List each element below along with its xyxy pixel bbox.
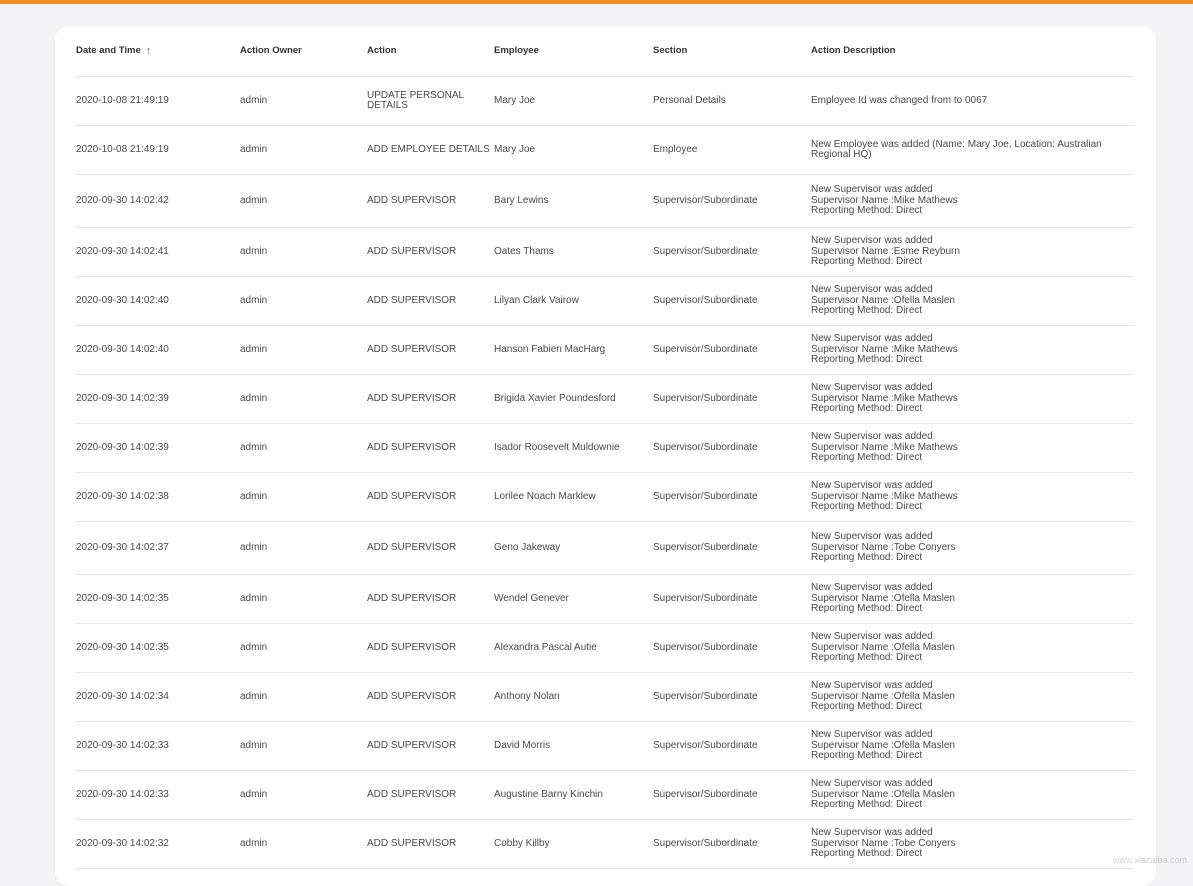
- column-header-section-label: Section: [653, 44, 688, 56]
- row-section-text: Supervisor/Subordinate: [653, 245, 758, 257]
- row-section-text: Employee: [653, 143, 698, 155]
- row-owner-text: admin: [240, 592, 268, 604]
- row-employee: [494, 473, 649, 521]
- row-section-text: Supervisor/Subordinate: [653, 641, 758, 653]
- row-owner: [240, 228, 360, 276]
- table-row[interactable]: [76, 77, 1134, 126]
- row-section: [653, 771, 803, 819]
- row-owner: [240, 820, 360, 868]
- row-description: [811, 326, 1131, 374]
- row-date-text: 2020-10-08 21:49:19: [76, 143, 169, 155]
- row-description: [811, 624, 1131, 672]
- row-description: [811, 673, 1131, 721]
- row-section-text: Supervisor/Subordinate: [653, 194, 758, 206]
- row-date: [76, 771, 236, 819]
- row-date-text: 2020-09-30 14:02:33: [76, 739, 169, 751]
- column-header-owner: [240, 26, 360, 76]
- row-description: [811, 175, 1131, 227]
- row-action-text: ADD SUPERVISOR: [367, 490, 457, 502]
- row-date-text: 2020-09-30 14:02:41: [76, 245, 169, 257]
- watermark-logo: [1057, 805, 1187, 865]
- row-section-text: Supervisor/Subordinate: [653, 739, 758, 751]
- row-employee-text: Brigida Xavier Poundesford: [494, 392, 616, 404]
- row-employee-text: Alexandra Pascal Autie: [494, 641, 597, 653]
- column-header-description: [811, 26, 1131, 76]
- column-header-date[interactable]: [76, 26, 236, 76]
- row-section: [653, 624, 803, 672]
- row-description-text: New Supervisor was added Supervisor Name :Ofella Maslen Reporting Method: Direct: [811, 582, 955, 615]
- row-action-text: ADD SUPERVISOR: [367, 739, 457, 751]
- row-owner: [240, 375, 360, 423]
- row-date-text: 2020-09-30 14:02:37: [76, 541, 169, 553]
- row-section: [653, 473, 803, 521]
- row-owner: [240, 175, 360, 227]
- table-row[interactable]: [76, 624, 1134, 673]
- row-date: [76, 326, 236, 374]
- row-action: [367, 126, 492, 174]
- row-description-text: New Supervisor was added Supervisor Name :Ofella Maslen Reporting Method: Direct: [811, 631, 955, 664]
- row-action: [367, 424, 492, 472]
- row-description-text: New Supervisor was added Supervisor Name :Mike Mathews Reporting Method: Direct: [811, 184, 958, 217]
- row-description-text: New Supervisor was added Supervisor Name :Mike Mathews Reporting Method: Direct: [811, 480, 958, 513]
- row-employee: [494, 624, 649, 672]
- row-action-text: ADD SUPERVISOR: [367, 294, 457, 306]
- row-employee: [494, 424, 649, 472]
- row-action: [367, 473, 492, 521]
- row-date: [76, 77, 236, 125]
- row-date-text: 2020-09-30 14:02:39: [76, 392, 169, 404]
- table-header: [76, 26, 1134, 77]
- row-description-text: New Supervisor was added Supervisor Name :Mike Mathews Reporting Method: Direct: [811, 382, 958, 415]
- row-action-text: ADD SUPERVISOR: [367, 245, 457, 257]
- top-accent-bar: [0, 0, 1193, 4]
- row-description-text: New Supervisor was added Supervisor Name :Ofella Maslen Reporting Method: Direct: [811, 680, 955, 713]
- row-employee-text: Lilyan Clark Vairow: [494, 294, 579, 306]
- row-description: [811, 722, 1131, 770]
- row-action-text: ADD SUPERVISOR: [367, 592, 457, 604]
- row-section: [653, 126, 803, 174]
- row-section-text: Supervisor/Subordinate: [653, 343, 758, 355]
- table-row[interactable]: [76, 673, 1134, 722]
- table-row[interactable]: [76, 575, 1134, 624]
- row-owner-text: admin: [240, 788, 268, 800]
- row-section: [653, 277, 803, 325]
- row-description-text: New Supervisor was added Supervisor Name :Tobe Conyers Reporting Method: Direct: [811, 531, 956, 564]
- column-header-employee-label: Employee: [494, 44, 539, 56]
- row-action-text: ADD EMPLOYEE DETAILS: [367, 143, 490, 155]
- row-owner: [240, 473, 360, 521]
- row-description-text: New Supervisor was added Supervisor Name :Ofella Maslen Reporting Method: Direct: [811, 284, 955, 317]
- row-section: [653, 175, 803, 227]
- row-employee: [494, 771, 649, 819]
- row-owner-text: admin: [240, 143, 268, 155]
- column-header-owner-label: Action Owner: [240, 44, 302, 56]
- row-action-text: ADD SUPERVISOR: [367, 441, 457, 453]
- row-owner: [240, 522, 360, 574]
- row-owner: [240, 575, 360, 623]
- column-header-action-label: Action: [367, 44, 397, 56]
- row-section-text: Personal Details: [653, 94, 726, 106]
- row-employee-text: Geno Jakeway: [494, 541, 561, 553]
- row-employee-text: Lorilee Noach Marklew: [494, 490, 596, 502]
- row-date-text: 2020-09-30 14:02:38: [76, 490, 169, 502]
- row-section: [653, 575, 803, 623]
- row-date-text: 2020-09-30 14:02:34: [76, 690, 169, 702]
- row-employee: [494, 77, 649, 125]
- row-employee: [494, 820, 649, 868]
- row-action: [367, 820, 492, 868]
- row-owner-text: admin: [240, 194, 268, 206]
- column-header-date-label: Date and Time: [76, 44, 141, 56]
- row-date-text: 2020-10-08 21:49:19: [76, 94, 169, 106]
- row-description: [811, 277, 1131, 325]
- row-section-text: Supervisor/Subordinate: [653, 592, 758, 604]
- row-description-text: New Supervisor was added Supervisor Name :Ofella Maslen Reporting Method: Direct: [811, 729, 955, 762]
- row-action: [367, 326, 492, 374]
- row-section-text: Supervisor/Subordinate: [653, 541, 758, 553]
- row-owner: [240, 326, 360, 374]
- table-row[interactable]: [76, 722, 1134, 771]
- row-description: [811, 126, 1131, 174]
- row-action-text: UPDATE PERSONAL DETAILS: [367, 89, 465, 111]
- row-date: [76, 126, 236, 174]
- row-section: [653, 522, 803, 574]
- row-owner-text: admin: [240, 690, 268, 702]
- table-row[interactable]: [76, 424, 1134, 473]
- row-owner: [240, 126, 360, 174]
- row-owner-text: admin: [240, 441, 268, 453]
- row-employee-text: Augustine Barny Kinchin: [494, 788, 603, 800]
- row-employee-text: Anthony Nolan: [494, 690, 560, 702]
- row-employee: [494, 175, 649, 227]
- row-employee-text: Oates Thams: [494, 245, 554, 257]
- table-row[interactable]: [76, 126, 1134, 175]
- row-action: [367, 575, 492, 623]
- row-employee: [494, 126, 649, 174]
- row-date: [76, 175, 236, 227]
- table-row[interactable]: [76, 522, 1134, 575]
- row-owner-text: admin: [240, 541, 268, 553]
- row-action: [367, 77, 492, 125]
- row-employee-text: Mary Joe: [494, 143, 536, 155]
- row-section-text: Supervisor/Subordinate: [653, 490, 758, 502]
- row-employee-text: Mary Joe: [494, 94, 536, 106]
- row-owner-text: admin: [240, 343, 268, 355]
- row-section-text: Supervisor/Subordinate: [653, 392, 758, 404]
- row-action: [367, 522, 492, 574]
- row-owner-text: admin: [240, 739, 268, 751]
- row-date-text: 2020-09-30 14:02:35: [76, 641, 169, 653]
- row-date: [76, 473, 236, 521]
- row-employee: [494, 326, 649, 374]
- column-header-section: [653, 26, 803, 76]
- row-date-text: 2020-09-30 14:02:33: [76, 788, 169, 800]
- row-action-text: ADD SUPERVISOR: [367, 343, 457, 355]
- row-section: [653, 326, 803, 374]
- table-row[interactable]: [76, 228, 1134, 277]
- row-employee-text: Wendel Genever: [494, 592, 569, 604]
- row-owner-text: admin: [240, 392, 268, 404]
- row-section-text: Supervisor/Subordinate: [653, 837, 758, 849]
- table-row[interactable]: [76, 175, 1134, 228]
- row-description: [811, 424, 1131, 472]
- row-employee-text: David Morris: [494, 739, 551, 751]
- row-owner: [240, 77, 360, 125]
- row-owner: [240, 771, 360, 819]
- row-action: [367, 673, 492, 721]
- row-section-text: Supervisor/Subordinate: [653, 441, 758, 453]
- row-date: [76, 277, 236, 325]
- row-date: [76, 375, 236, 423]
- row-employee-text: Bary Lewins: [494, 194, 549, 206]
- row-description: [811, 473, 1131, 521]
- row-date-text: 2020-09-30 14:02:42: [76, 194, 169, 206]
- audit-log-card: [55, 26, 1156, 886]
- row-description-text: New Supervisor was added Supervisor Name :Mike Mathews Reporting Method: Direct: [811, 431, 958, 464]
- row-employee: [494, 722, 649, 770]
- row-action: [367, 771, 492, 819]
- row-owner-text: admin: [240, 294, 268, 306]
- row-action-text: ADD SUPERVISOR: [367, 788, 457, 800]
- table-row[interactable]: [76, 820, 1134, 869]
- row-section-text: Supervisor/Subordinate: [653, 294, 758, 306]
- table-row[interactable]: [76, 375, 1134, 424]
- row-owner-text: admin: [240, 245, 268, 257]
- row-action-text: ADD SUPERVISOR: [367, 541, 457, 553]
- row-description: [811, 375, 1131, 423]
- row-action: [367, 228, 492, 276]
- row-action-text: ADD SUPERVISOR: [367, 194, 457, 206]
- row-owner-text: admin: [240, 490, 268, 502]
- row-owner-text: admin: [240, 837, 268, 849]
- row-date: [76, 722, 236, 770]
- table-row[interactable]: [76, 771, 1134, 820]
- row-section: [653, 77, 803, 125]
- table-body: [76, 77, 1134, 869]
- row-owner-text: admin: [240, 94, 268, 106]
- row-section: [653, 722, 803, 770]
- row-owner: [240, 722, 360, 770]
- row-employee: [494, 375, 649, 423]
- table-row[interactable]: [76, 277, 1134, 326]
- row-date: [76, 820, 236, 868]
- column-header-description-label: Action Description: [811, 44, 896, 56]
- table-row[interactable]: [76, 473, 1134, 522]
- row-action: [367, 624, 492, 672]
- column-header-action: [367, 26, 492, 76]
- row-section: [653, 375, 803, 423]
- row-description-text: New Employee was added (Name: Mary Joe, Location: Australian Regional HQ): [811, 138, 1102, 160]
- row-employee-text: Cobby Killby: [494, 837, 550, 849]
- row-section: [653, 228, 803, 276]
- row-owner: [240, 624, 360, 672]
- row-owner: [240, 424, 360, 472]
- row-description-text: Employee Id was changed from to 0067: [811, 94, 988, 106]
- row-action-text: ADD SUPERVISOR: [367, 690, 457, 702]
- arrow-up-icon[interactable]: ↑: [145, 44, 152, 57]
- row-date: [76, 575, 236, 623]
- row-owner-text: admin: [240, 641, 268, 653]
- row-employee: [494, 673, 649, 721]
- row-date-text: 2020-09-30 14:02:35: [76, 592, 169, 604]
- row-employee: [494, 228, 649, 276]
- row-date: [76, 673, 236, 721]
- audit-table: [76, 26, 1134, 869]
- row-action: [367, 277, 492, 325]
- row-description: [811, 575, 1131, 623]
- row-section-text: Supervisor/Subordinate: [653, 788, 758, 800]
- row-action: [367, 722, 492, 770]
- row-date: [76, 424, 236, 472]
- row-description-text: New Supervisor was added Supervisor Name :Mike Mathews Reporting Method: Direct: [811, 333, 958, 366]
- row-date-text: 2020-09-30 14:02:40: [76, 294, 169, 306]
- row-description: [811, 228, 1131, 276]
- row-owner: [240, 277, 360, 325]
- table-row[interactable]: [76, 326, 1134, 375]
- row-employee: [494, 277, 649, 325]
- row-date: [76, 228, 236, 276]
- row-action-text: ADD SUPERVISOR: [367, 392, 457, 404]
- column-header-employee: [494, 26, 649, 76]
- row-section: [653, 424, 803, 472]
- row-action: [367, 375, 492, 423]
- row-date: [76, 522, 236, 574]
- row-description: [811, 522, 1131, 574]
- watermark-text: www.xiazaiba.com: [1112, 855, 1187, 865]
- row-date-text: 2020-09-30 14:02:39: [76, 441, 169, 453]
- row-date: [76, 624, 236, 672]
- row-description-text: New Supervisor was added Supervisor Name :Ofella Maslen Reporting Method: Direct: [811, 778, 955, 811]
- row-section-text: Supervisor/Subordinate: [653, 690, 758, 702]
- row-action: [367, 175, 492, 227]
- row-description-text: New Supervisor was added Supervisor Name :Tobe Conyers Reporting Method: Direct: [811, 827, 956, 860]
- row-description-text: New Supervisor was added Supervisor Name :Esme Reyburn Reporting Method: Direct: [811, 235, 960, 268]
- row-action-text: ADD SUPERVISOR: [367, 837, 457, 849]
- row-employee: [494, 522, 649, 574]
- row-employee: [494, 575, 649, 623]
- row-section: [653, 820, 803, 868]
- row-owner: [240, 673, 360, 721]
- row-employee-text: Isador Roosevelt Muldownie: [494, 441, 620, 453]
- row-date-text: 2020-09-30 14:02:32: [76, 837, 169, 849]
- row-date-text: 2020-09-30 14:02:40: [76, 343, 169, 355]
- row-section: [653, 673, 803, 721]
- row-action-text: ADD SUPERVISOR: [367, 641, 457, 653]
- row-employee-text: Hanson Fabien MacHarg: [494, 343, 606, 355]
- row-description: [811, 77, 1131, 125]
